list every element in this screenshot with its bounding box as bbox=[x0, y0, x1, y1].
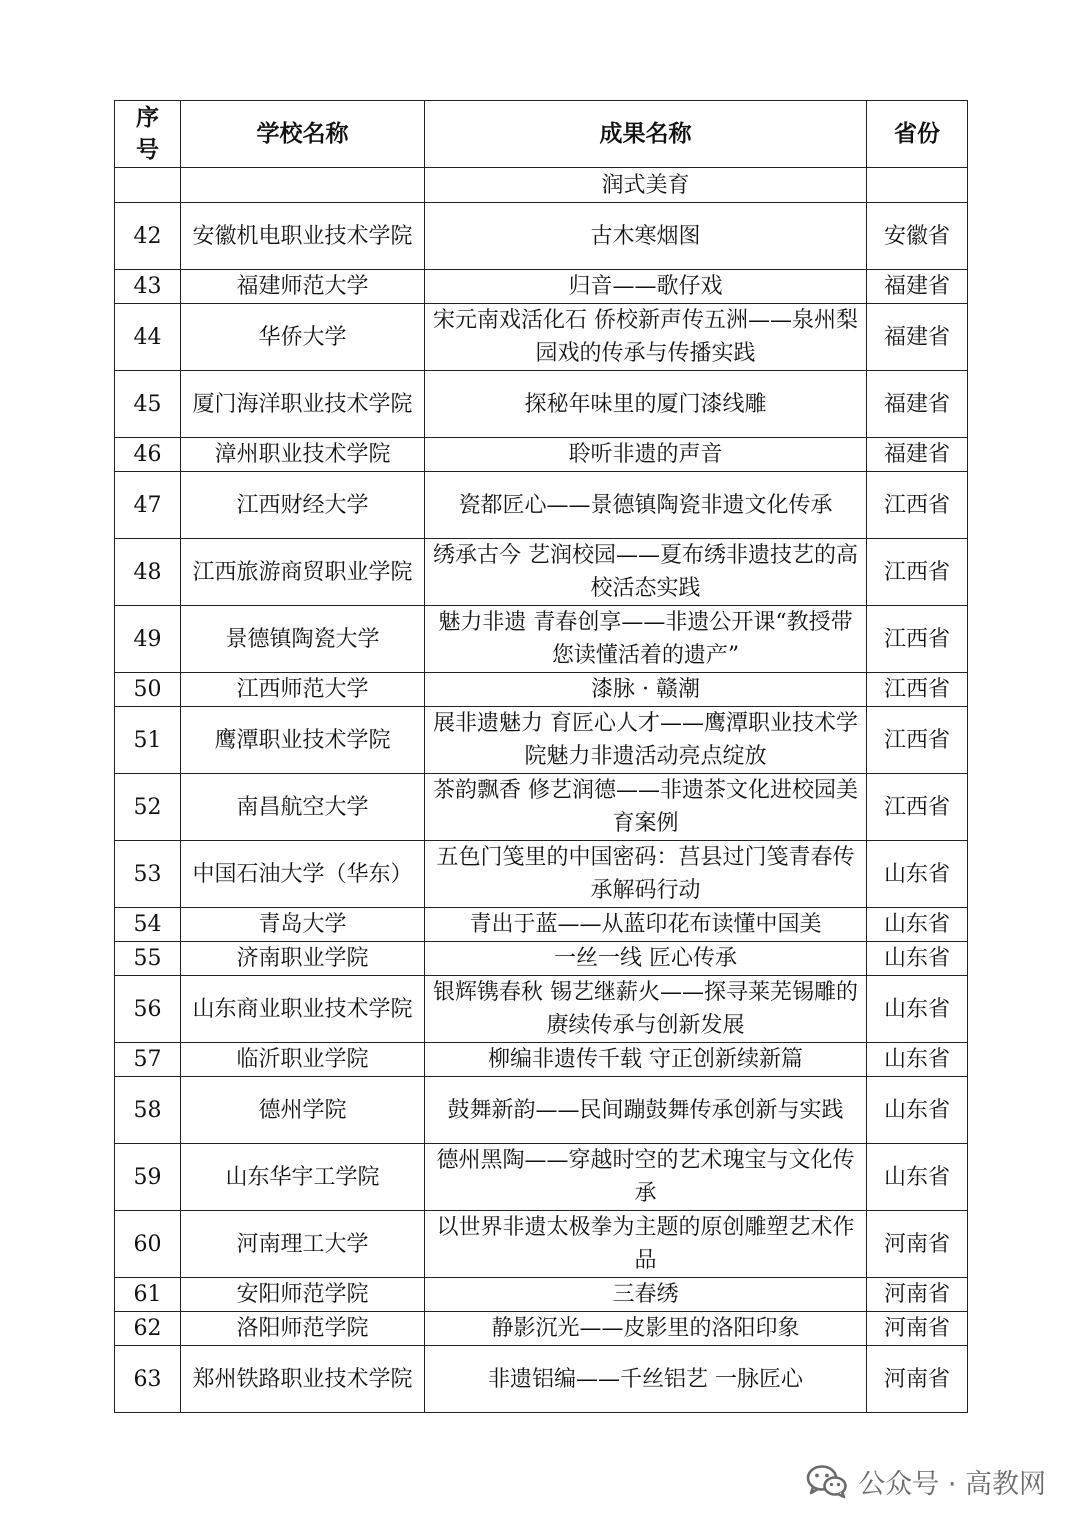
cell-seq: 44 bbox=[115, 304, 181, 371]
table-row bbox=[115, 673, 968, 707]
table-row bbox=[115, 1211, 968, 1278]
cell-seq: 46 bbox=[115, 438, 181, 472]
cell-school: 厦门海洋职业技术学院 bbox=[181, 371, 425, 438]
cell-school: 江西师范大学 bbox=[181, 673, 425, 707]
cell-seq: 50 bbox=[115, 673, 181, 707]
table-row bbox=[115, 1144, 968, 1211]
cell-school: 中国石油大学（华东） bbox=[181, 841, 425, 908]
cell-result: 银辉镌春秋 锡艺继薪火——探寻莱芜锡雕的赓续传承与创新发展 bbox=[425, 976, 867, 1043]
cell-result: 鼓舞新韵——民间蹦鼓舞传承创新与实践 bbox=[425, 1077, 867, 1144]
table-row bbox=[115, 438, 968, 472]
cell-school: 江西旅游商贸职业学院 bbox=[181, 539, 425, 606]
header-result: 成果名称 bbox=[425, 101, 867, 168]
cell-school: 福建师范大学 bbox=[181, 270, 425, 304]
cell-province: 河南省 bbox=[867, 1278, 968, 1312]
cell-province: 安徽省 bbox=[867, 203, 968, 270]
watermark-text: 公众号 · 高教网 bbox=[858, 1469, 1046, 1500]
table-row bbox=[115, 1043, 968, 1077]
cell-seq: 57 bbox=[115, 1043, 181, 1077]
cell-result: 魅力非遗 青春创享——非遗公开课“教授带您读懂活着的遗产” bbox=[425, 606, 867, 673]
cell-result: 聆听非遗的声音 bbox=[425, 438, 867, 472]
cell-school: 景德镇陶瓷大学 bbox=[181, 606, 425, 673]
cell-seq: 51 bbox=[115, 707, 181, 774]
cell-province: 山东省 bbox=[867, 1144, 968, 1211]
cell-school: 漳州职业技术学院 bbox=[181, 438, 425, 472]
cell-school bbox=[181, 168, 425, 203]
cell-province: 山东省 bbox=[867, 1043, 968, 1077]
cell-seq: 45 bbox=[115, 371, 181, 438]
cell-seq: 60 bbox=[115, 1211, 181, 1278]
cell-province: 江西省 bbox=[867, 673, 968, 707]
table-row bbox=[115, 270, 968, 304]
cell-province: 河南省 bbox=[867, 1312, 968, 1346]
cell-province: 山东省 bbox=[867, 908, 968, 942]
cell-province: 山东省 bbox=[867, 1077, 968, 1144]
cell-seq: 53 bbox=[115, 841, 181, 908]
cell-province bbox=[867, 168, 968, 203]
cell-result: 漆脉 · 赣潮 bbox=[425, 673, 867, 707]
cell-result: 归音——歌仔戏 bbox=[425, 270, 867, 304]
cell-seq: 52 bbox=[115, 774, 181, 841]
table-row bbox=[115, 1346, 968, 1413]
cell-province: 福建省 bbox=[867, 438, 968, 472]
cell-province: 山东省 bbox=[867, 841, 968, 908]
cell-province: 山东省 bbox=[867, 942, 968, 976]
cell-school: 山东华宇工学院 bbox=[181, 1144, 425, 1211]
cell-province: 河南省 bbox=[867, 1211, 968, 1278]
table-row bbox=[115, 942, 968, 976]
table-row bbox=[115, 908, 968, 942]
cell-result: 一丝一线 匠心传承 bbox=[425, 942, 867, 976]
cell-province: 江西省 bbox=[867, 774, 968, 841]
cell-province: 江西省 bbox=[867, 606, 968, 673]
cell-seq: 61 bbox=[115, 1278, 181, 1312]
cell-result: 静影沉光——皮影里的洛阳印象 bbox=[425, 1312, 867, 1346]
cell-seq bbox=[115, 168, 181, 203]
cell-seq: 43 bbox=[115, 270, 181, 304]
cell-province: 福建省 bbox=[867, 304, 968, 371]
cell-seq: 56 bbox=[115, 976, 181, 1043]
cell-result: 展非遗魅力 育匠心人才——鹰潭职业技术学院魅力非遗活动亮点绽放 bbox=[425, 707, 867, 774]
cell-province: 江西省 bbox=[867, 472, 968, 539]
cell-result: 探秘年味里的厦门漆线雕 bbox=[425, 371, 867, 438]
cell-result: 三春绣 bbox=[425, 1278, 867, 1312]
cell-result: 润式美育 bbox=[425, 168, 867, 203]
cell-province: 福建省 bbox=[867, 371, 968, 438]
cell-school: 临沂职业学院 bbox=[181, 1043, 425, 1077]
table-header-row bbox=[115, 101, 968, 168]
table-row bbox=[115, 1077, 968, 1144]
cell-school: 青岛大学 bbox=[181, 908, 425, 942]
table-row bbox=[115, 1312, 968, 1346]
wechat-icon bbox=[806, 1464, 848, 1500]
results-table bbox=[114, 100, 968, 1413]
cell-school: 鹰潭职业技术学院 bbox=[181, 707, 425, 774]
cell-seq: 55 bbox=[115, 942, 181, 976]
cell-seq: 58 bbox=[115, 1077, 181, 1144]
cell-result: 茶韵飘香 修艺润德——非遗茶文化进校园美育案例 bbox=[425, 774, 867, 841]
cell-result: 宋元南戏活化石 侨校新声传五洲——泉州梨园戏的传承与传播实践 bbox=[425, 304, 867, 371]
cell-seq: 49 bbox=[115, 606, 181, 673]
cell-result: 古木寒烟图 bbox=[425, 203, 867, 270]
cell-school: 江西财经大学 bbox=[181, 472, 425, 539]
cell-seq: 47 bbox=[115, 472, 181, 539]
cell-seq: 54 bbox=[115, 908, 181, 942]
table-row bbox=[115, 472, 968, 539]
cell-school: 华侨大学 bbox=[181, 304, 425, 371]
table-row bbox=[115, 539, 968, 606]
cell-school: 山东商业职业技术学院 bbox=[181, 976, 425, 1043]
header-province: 省份 bbox=[867, 101, 968, 168]
cell-school: 安阳师范学院 bbox=[181, 1278, 425, 1312]
cell-province: 江西省 bbox=[867, 539, 968, 606]
cell-school: 安徽机电职业技术学院 bbox=[181, 203, 425, 270]
header-school: 学校名称 bbox=[181, 101, 425, 168]
table-row bbox=[115, 841, 968, 908]
cell-seq: 48 bbox=[115, 539, 181, 606]
cell-result: 非遗铝编——千丝铝艺 一脉匠心 bbox=[425, 1346, 867, 1413]
cell-school: 德州学院 bbox=[181, 1077, 425, 1144]
cell-seq: 63 bbox=[115, 1346, 181, 1413]
cell-result: 绣承古今 艺润校园——夏布绣非遗技艺的高校活态实践 bbox=[425, 539, 867, 606]
cell-seq: 62 bbox=[115, 1312, 181, 1346]
cell-result: 五色门笺里的中国密码：莒县过门笺青春传承解码行动 bbox=[425, 841, 867, 908]
cell-result: 青出于蓝——从蓝印花布读懂中国美 bbox=[425, 908, 867, 942]
table-body bbox=[115, 168, 968, 1413]
cell-province: 福建省 bbox=[867, 270, 968, 304]
cell-seq: 42 bbox=[115, 203, 181, 270]
cell-school: 河南理工大学 bbox=[181, 1211, 425, 1278]
cell-province: 江西省 bbox=[867, 707, 968, 774]
table-row bbox=[115, 371, 968, 438]
cell-school: 洛阳师范学院 bbox=[181, 1312, 425, 1346]
table-row bbox=[115, 774, 968, 841]
cell-result: 德州黑陶——穿越时空的艺术瑰宝与文化传承 bbox=[425, 1144, 867, 1211]
table-row bbox=[115, 707, 968, 774]
watermark bbox=[806, 1462, 1046, 1501]
table-row bbox=[115, 606, 968, 673]
cell-school: 南昌航空大学 bbox=[181, 774, 425, 841]
table-row bbox=[115, 1278, 968, 1312]
header-seq: 序号 bbox=[115, 101, 181, 168]
table-row bbox=[115, 304, 968, 371]
cell-school: 郑州铁路职业技术学院 bbox=[181, 1346, 425, 1413]
cell-result: 以世界非遗太极拳为主题的原创雕塑艺术作品 bbox=[425, 1211, 867, 1278]
table-row bbox=[115, 168, 968, 203]
cell-seq: 59 bbox=[115, 1144, 181, 1211]
cell-result: 柳编非遗传千载 守正创新续新篇 bbox=[425, 1043, 867, 1077]
cell-province: 河南省 bbox=[867, 1346, 968, 1413]
cell-province: 山东省 bbox=[867, 976, 968, 1043]
table-row bbox=[115, 976, 968, 1043]
cell-school: 济南职业学院 bbox=[181, 942, 425, 976]
table-row bbox=[115, 203, 968, 270]
cell-result: 瓷都匠心——景德镇陶瓷非遗文化传承 bbox=[425, 472, 867, 539]
